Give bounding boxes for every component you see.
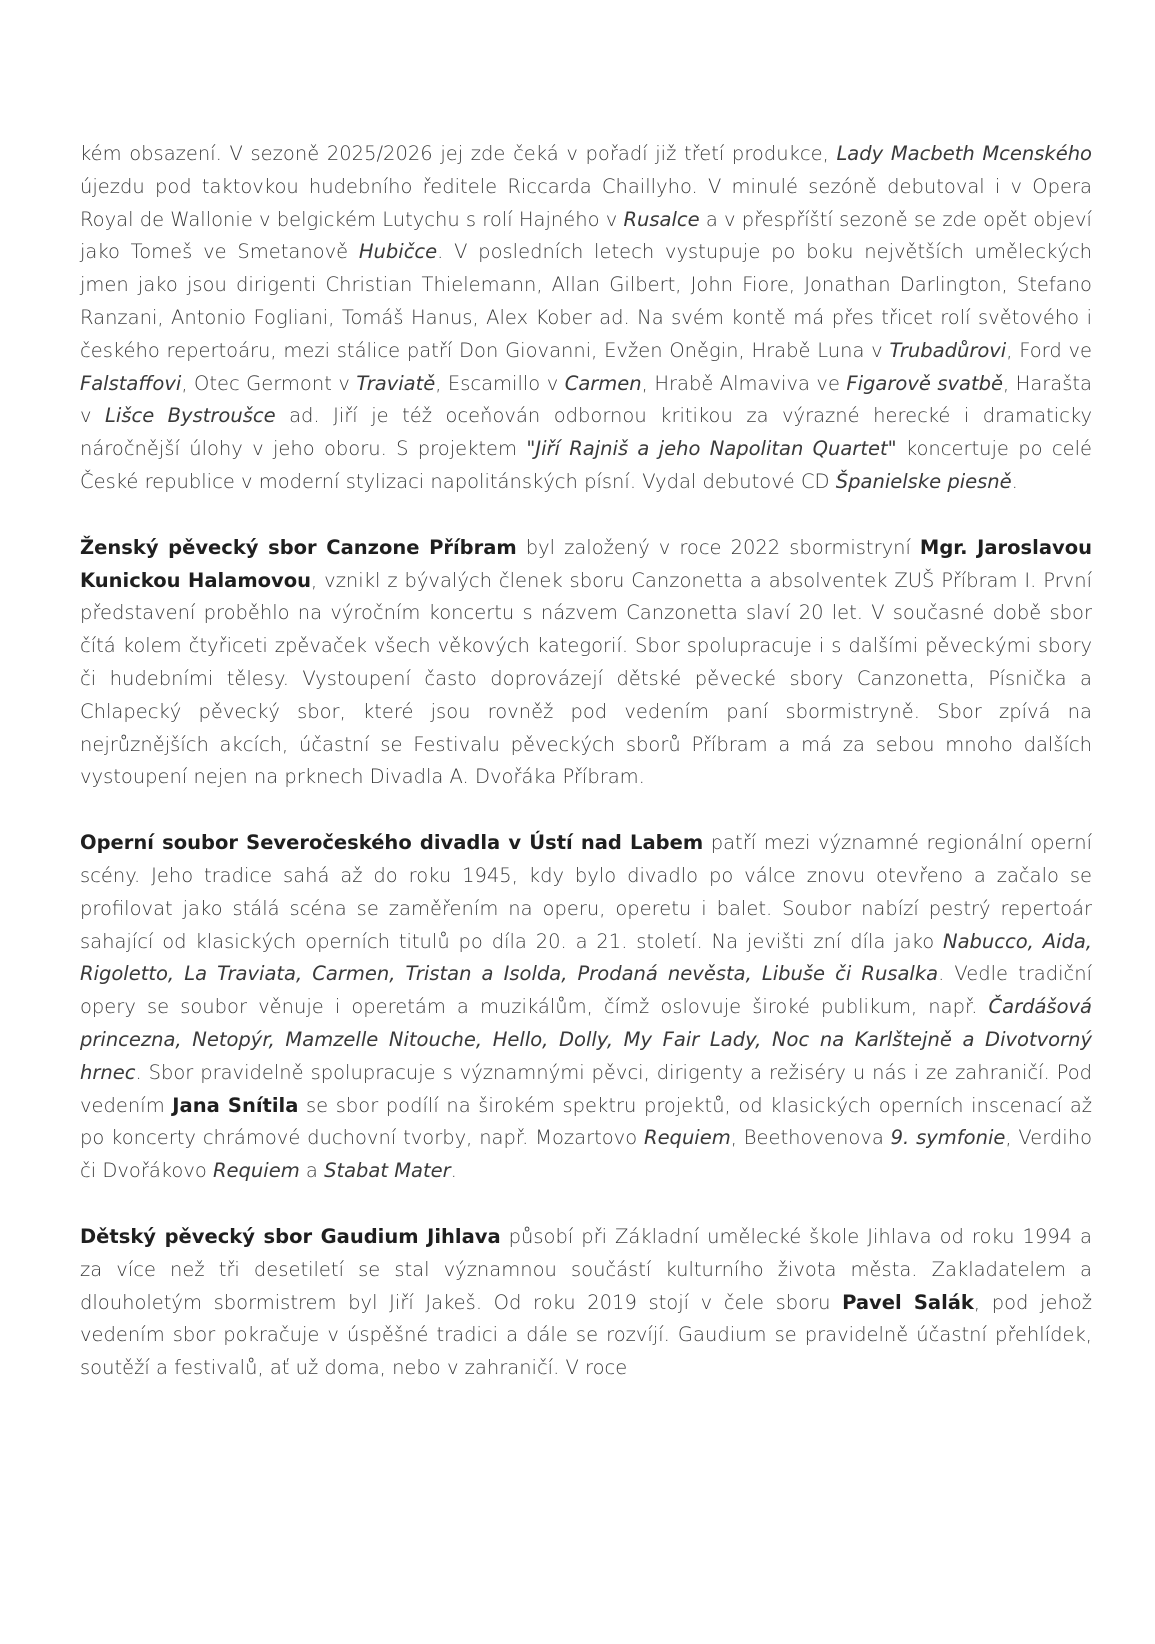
bold-name: Operní soubor Severočeského divadla v Ústí nad Labem — [80, 831, 704, 855]
document-page — [80, 138, 1092, 1418]
text-run: . — [1011, 469, 1018, 493]
text-run: působí při Základní umělecké škole Jihlava od roku 1994 a za více než tři desetiletí se stal významnou součástí kulturního života města. Zakladatelem a dlouholetým sbormistrem byl Jiří Jakeš. Od roku 2019 stojí v čele sboru — [80, 1224, 1092, 1314]
text-run: . Vedle tradiční opery se soubor věnuje i operetám a muzikálům, čímž oslovuje široké publikum, např. — [80, 962, 1092, 1019]
italic-title: Lady Macbeth Mcenského — [836, 142, 1092, 165]
text-run: , Beethovenova — [730, 1126, 891, 1150]
text-run: koncertuje po celé České republice v moderní stylizaci napolitánských písní. Vydal debutové CD — [80, 437, 1092, 493]
italic-title: Falstaffovi — [80, 371, 182, 395]
text-run: se sbor podílí na širokém spektru projektů, od klasických operních inscenací až po koncerty chrámové duchovní tvorby, např. Mozartovo — [80, 1093, 1093, 1150]
text-run: ad. Jiří je též oceňován odbornou kritikou za výrazné herecké i dramaticky náročnější úlohy v jeho oboru. S projektem — [80, 404, 1092, 461]
text-run: a v přespříští sezoně se zde opět objeví jako Tomeš ve Smetanově — [80, 207, 1092, 264]
text-run: , Ford ve — [1006, 338, 1092, 362]
paragraph-opera-usti — [80, 827, 1092, 1188]
text-run: , vznikl z bývalých členek sboru Canzonetta a absolventek ZUŠ Příbram I. První představení proběhlo na výročním koncertu s názvem Canzonetta slaví 20 let. V současné době sbor čítá kolem čtyřiceti zpěvaček všech věkových kategorií. Sbor spolupracuje i s dalšími pěveckými sbory či hudebními tělesy. Vystoupení často doprovázejí dětské pěvecké sbory Canzonetta, Písnička a Chlapecký pěvecký sbor, které jsou rovněž pod vedením paní sbormistryně. Sbor zpívá na nejrůznějších akcích, účastní se Festivalu pěveckých sborů Příbram a má za sebou mnoho dalších vystoupení nejen na prknech Divadla A. Dvořáka Příbram. — [80, 568, 1092, 789]
text-run: kém obsazení. V sezoně 2025/2026 jej zde čeká v pořadí již třetí produkce, — [80, 142, 837, 165]
italic-title: Rusalce — [623, 207, 700, 231]
text-run: újezdu pod taktovkou hudebního ředitele Riccarda Chaillyho. V minulé sezóně debutoval i v Opera Royal de Wallonie v belgickém Lutychu s rolí Hajného v — [80, 174, 1092, 231]
text-run: , Escamillo v — [435, 371, 565, 395]
italic-title: Figarově svatbě — [846, 371, 1003, 395]
text-run: , pod jehož vedením sbor pokračuje v úspěšné tradici a dále se rozvíjí. Gaudium se pravidelně účastní přehlídek, soutěží a festivalů, ať už doma, nebo v zahraničí. V roce — [80, 1290, 1092, 1380]
text-run: , Verdiho či Dvořákovo — [80, 1126, 1093, 1183]
bold-name: Jana Snítila — [172, 1093, 299, 1117]
paragraph-canzone-pribram — [80, 532, 1092, 794]
italic-title: Nabucco, Aida, Rigoletto, La Traviata, Carmen, Tristan a Isolda, Prodaná nevěsta, Libuše či Rusalka — [80, 929, 1092, 986]
text-run: byl založený v roce 2022 sbormistryní — [516, 535, 920, 559]
text-run: , Harašta v — [80, 371, 1092, 428]
italic-title: Stabat Mater — [324, 1159, 451, 1183]
paragraph-jiri-rajnis-bio — [80, 138, 1092, 499]
italic-title: "Jiří Rajniš a jeho Napolitan Quartet" — [526, 437, 897, 461]
paragraph-gaudium-jihlava — [80, 1221, 1092, 1385]
italic-title: Trubadůrovi — [889, 338, 1007, 362]
bold-name: Pavel Salák — [842, 1290, 974, 1314]
bold-name: Mgr. Jaroslavou Kunickou Halamovou — [80, 535, 1092, 592]
italic-title: Requiem — [213, 1159, 300, 1183]
italic-title: Španielske piesně — [835, 469, 1012, 493]
text-run: , Otec Germont v — [181, 371, 357, 395]
text-run: a — [299, 1159, 325, 1183]
italic-title: Requiem — [644, 1126, 731, 1150]
text-run: , Hrabě Almaviva ve — [641, 371, 847, 395]
italic-title: Traviatě — [356, 371, 436, 395]
text-run: . Sbor pravidelně spolupracuje s významnými pěvci, dirigenty a režiséry u nás i ze zahraničí. Pod vedením — [80, 1060, 1092, 1117]
italic-title: Lišce Bystroušce — [105, 404, 276, 428]
text-run: patří mezi významné regionální operní scény. Jeho tradice sahá až do roku 1945, kdy bylo divadlo po válce znovu otevřeno a začalo se profilovat jako stálá scéna se zaměřením na operu, operetu i balet. Soubor nabízí pestrý repertoár sahající od klasických operních titulů po díla 20. a 21. století. Na jevišti zní díla jako — [80, 831, 1092, 953]
bold-name: Dětský pěvecký sbor Gaudium Jihlava — [80, 1224, 501, 1248]
text-run: . V posledních letech vystupuje po boku největších uměleckých jmen jako jsou dirigenti Christian Thielemann, Allan Gilbert, John Fiore, Jonathan Darlington, Stefano Ranzani, Antonio Fogliani, Tomáš Hanus, Alex Kober ad. Na svém kontě má přes třicet rolí světového i českého repertoáru, mezi stálice patří Don Giovanni, Evžen Oněgin, Hrabě Luna v — [80, 240, 1092, 362]
text-run: . — [450, 1159, 457, 1183]
italic-title: Carmen — [564, 371, 642, 395]
italic-title: 9. symfonie — [890, 1126, 1006, 1150]
bold-name: Ženský pěvecký sbor Canzone Příbram — [80, 535, 517, 559]
italic-title: Čardášová princezna, Netopýr, Mamzelle Nitouche, Hello, Dolly, My Fair Lady, Noc na Karlštejně a Divotvorný hrnec — [80, 995, 1092, 1084]
italic-title: Hubičce — [358, 240, 438, 264]
